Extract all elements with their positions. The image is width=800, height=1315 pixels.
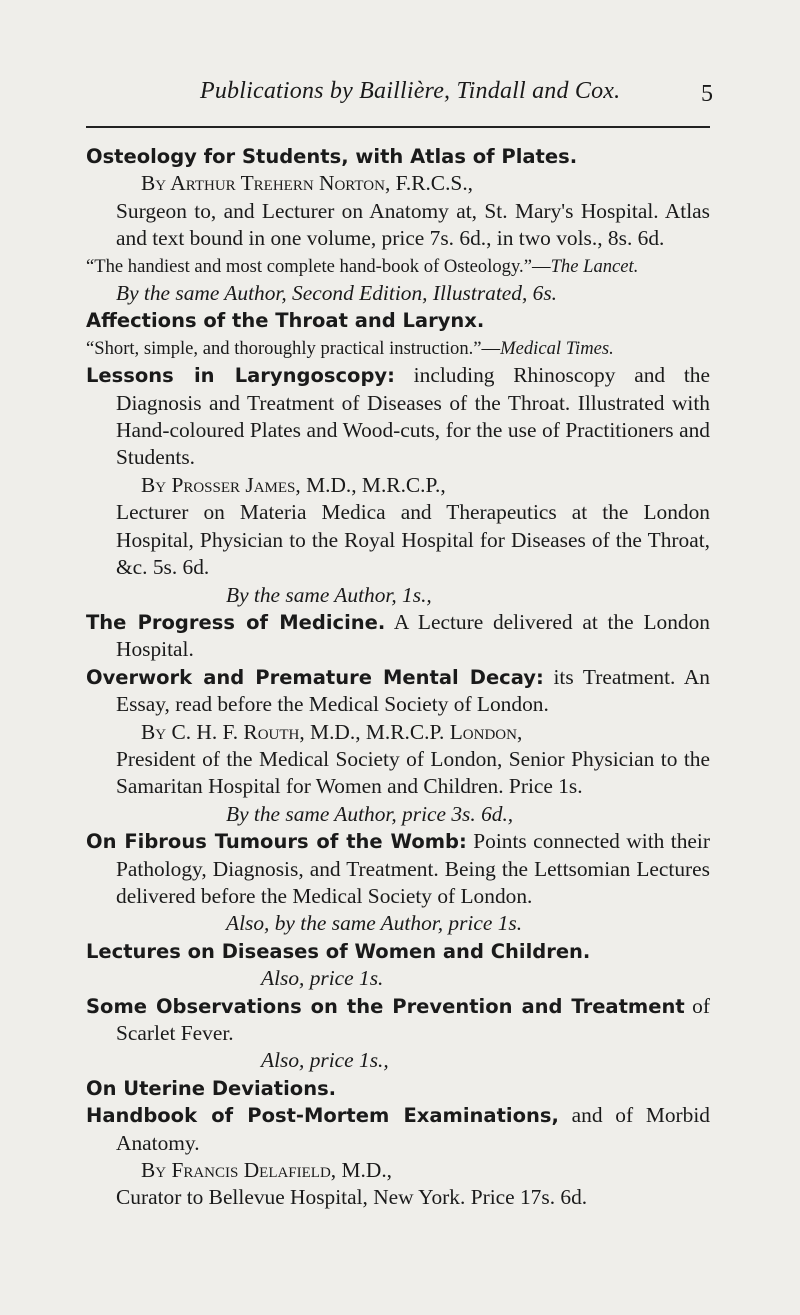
header-title: Publications by Baillière, Tindall and Cox. (200, 78, 621, 104)
entry-title: Some Observations on the Prevention and Treatment of Scarlet Fever. (86, 993, 710, 1045)
entry-note: By the same Author, Second Edition, Illustrated, 6s. (116, 281, 558, 306)
entry-title: On Uterine Deviations. (86, 1076, 337, 1100)
entry-title: The Progress of Medicine. A Lecture delivered at the London Hospital. (86, 609, 710, 662)
entry-author: By Prosser James, M.D., M.R.C.P., (141, 472, 446, 497)
entry-note: Also, price 1s. (261, 966, 384, 991)
entry-title: On Fibrous Tumours of the Womb: Points connected with their Pathology, Diagnosis, and Treatment. Being the Lettsomian Lectures delivered before the Medical Society of London. (86, 829, 710, 908)
entry-quote: “The handiest and most complete hand-book of Osteology.”—The Lancet. (86, 255, 639, 277)
entry-author: By C. H. F. Routh, M.D., M.R.C.P. London, (141, 719, 523, 744)
page-number: 5 (701, 81, 713, 107)
entry-title: Affections of the Throat and Larynx. (86, 309, 485, 333)
entry-title: Handbook of Post-Mortem Examinations, and of Morbid Anatomy. (86, 1103, 711, 1155)
entry-note: By the same Author, price 3s. 6d., (226, 801, 514, 826)
entry-title: Osteology for Students, with Atlas of Plates. (86, 145, 578, 168)
entry-title: Lessons in Laryngoscopy: including Rhinoscopy and the Diagnosis and Treatment of Diseases of the Throat. Illustrated with Hand-coloured Plates and Wood-cuts, for the use of Practitioners and Students. (86, 363, 710, 470)
entry-title: Lectures on Diseases of Women and Children. (86, 939, 591, 963)
entry-author: By Arthur Trehern Norton, F.R.C.S., (141, 171, 474, 196)
entry-note: Also, price 1s., (261, 1048, 389, 1073)
entry-description: Curator to Bellevue Hospital, New York. Price 17s. 6d. (116, 1185, 588, 1210)
entry-note: By the same Author, 1s., (226, 582, 432, 607)
entry-description: Surgeon to, and Lecturer on Anatomy at, St. Mary's Hospital. Atlas and text bound in one volume, price 7s. 6d., in two vols., 8s. 6d. (116, 198, 710, 251)
entry-quote: “Short, simple, and thoroughly practical instruction.”—Medical Times. (86, 337, 614, 359)
entry-author: By Francis Delafield, M.D., (141, 1158, 393, 1183)
entry-title: Overwork and Premature Mental Decay: its Treatment. An Essay, read before the Medical Society of London. (86, 664, 710, 717)
entry-description: President of the Medical Society of London, Senior Physician to the Samaritan Hospital for Women and Children. Price 1s. (116, 746, 710, 799)
entry-description: Lecturer on Materia Medica and Therapeutics at the London Hospital, Physician to the Royal Hospital for Diseases of the Throat, &c. 5s. 6d. (116, 500, 710, 580)
entry-note: Also, by the same Author, price 1s. (226, 911, 523, 936)
publication-list (86, 143, 710, 1212)
header-rule (86, 126, 710, 128)
running-header (0, 78, 800, 126)
